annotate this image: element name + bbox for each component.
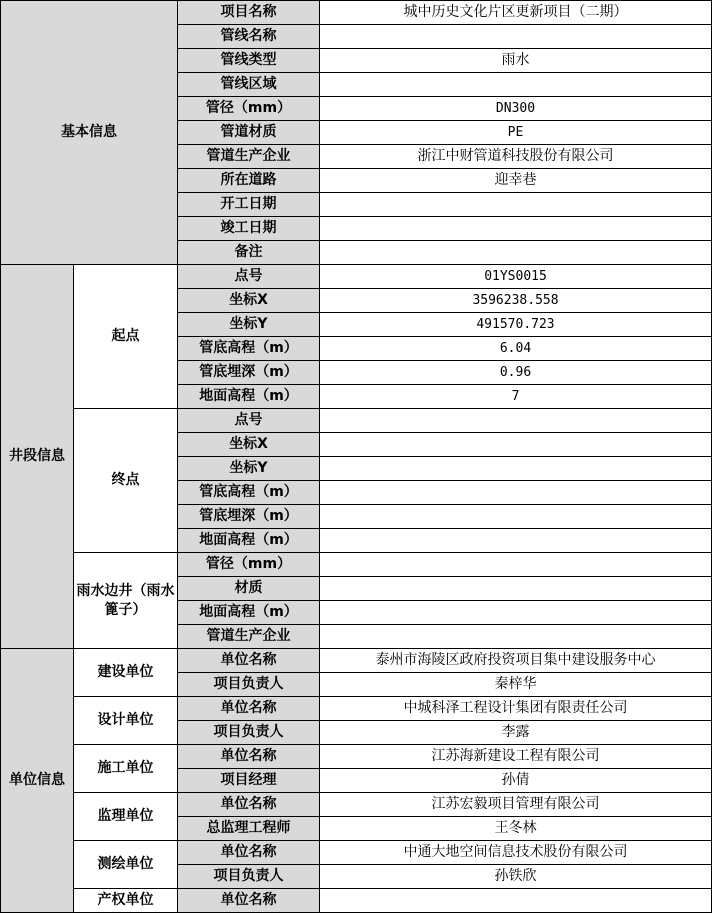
field-value-survey-name: 中通大地空间信息技术股份有限公司 bbox=[320, 841, 712, 865]
field-label-start-invert-depth: 管底埋深（m） bbox=[178, 361, 320, 385]
field-label-start-invert-elev: 管底高程（m） bbox=[178, 337, 320, 361]
field-value-pipe-material: PE bbox=[320, 121, 712, 145]
group-owner-unit: 产权单位 bbox=[74, 889, 178, 913]
table-row bbox=[1, 1, 712, 25]
table-row bbox=[1, 889, 712, 913]
field-label-remarks: 备注 bbox=[178, 241, 320, 265]
field-label-pipe-material: 管道材质 bbox=[178, 121, 320, 145]
field-label-survey-name: 单位名称 bbox=[178, 841, 320, 865]
field-label-end-y: 坐标Y bbox=[178, 457, 320, 481]
field-label-road: 所在道路 bbox=[178, 169, 320, 193]
field-label-construction-lead: 项目负责人 bbox=[178, 673, 320, 697]
table-row bbox=[1, 793, 712, 817]
table-row bbox=[1, 409, 712, 433]
field-value-chief-supervisor: 王冬林 bbox=[320, 817, 712, 841]
field-value-end-invert-elev bbox=[320, 481, 712, 505]
field-value-start-date bbox=[320, 193, 712, 217]
table-row bbox=[1, 697, 712, 721]
field-value-owner-name bbox=[320, 889, 712, 913]
table-row bbox=[1, 745, 712, 769]
field-value-end-y bbox=[320, 457, 712, 481]
field-label-supervision-name: 单位名称 bbox=[178, 793, 320, 817]
field-value-remarks bbox=[320, 241, 712, 265]
field-value-construction-name: 泰州市海陵区政府投资项目集中建设服务中心 bbox=[320, 649, 712, 673]
field-value-pipeline-type: 雨水 bbox=[320, 49, 712, 73]
field-label-end-ground-elev: 地面高程（m） bbox=[178, 529, 320, 553]
field-value-construction-lead: 秦梓华 bbox=[320, 673, 712, 697]
field-label-construction-name: 单位名称 bbox=[178, 649, 320, 673]
field-label-start-ground-elev: 地面高程（m） bbox=[178, 385, 320, 409]
field-value-end-invert-depth bbox=[320, 505, 712, 529]
field-label-builder-manager: 项目经理 bbox=[178, 769, 320, 793]
table-row bbox=[1, 553, 712, 577]
field-value-pipeline-area bbox=[320, 73, 712, 97]
field-value-pipe-diameter: DN300 bbox=[320, 97, 712, 121]
field-value-side-diameter bbox=[320, 553, 712, 577]
group-side-inlet: 雨水边井（雨水篦子） bbox=[74, 553, 178, 649]
field-label-start-y: 坐标Y bbox=[178, 313, 320, 337]
field-label-design-name: 单位名称 bbox=[178, 697, 320, 721]
section-unit-info: 单位信息 bbox=[1, 649, 74, 913]
table-row bbox=[1, 265, 712, 289]
field-value-builder-manager: 孙倩 bbox=[320, 769, 712, 793]
field-value-supervision-name: 江苏宏毅项目管理有限公司 bbox=[320, 793, 712, 817]
field-value-side-ground-elev bbox=[320, 601, 712, 625]
field-value-end-ground-elev bbox=[320, 529, 712, 553]
group-supervision-unit: 监理单位 bbox=[74, 793, 178, 841]
field-value-start-x: 3596238.558 bbox=[320, 289, 712, 313]
field-label-end-x: 坐标X bbox=[178, 433, 320, 457]
field-value-design-lead: 李露 bbox=[320, 721, 712, 745]
field-label-design-lead: 项目负责人 bbox=[178, 721, 320, 745]
field-label-pipeline-name: 管线名称 bbox=[178, 25, 320, 49]
field-label-completion-date: 竣工日期 bbox=[178, 217, 320, 241]
group-start-point: 起点 bbox=[74, 265, 178, 409]
field-label-pipeline-type: 管线类型 bbox=[178, 49, 320, 73]
field-value-start-point-id: 01YS0015 bbox=[320, 265, 712, 289]
field-value-pipeline-name bbox=[320, 25, 712, 49]
field-value-survey-lead: 孙铁欣 bbox=[320, 865, 712, 889]
field-value-end-point-id bbox=[320, 409, 712, 433]
field-value-start-invert-elev: 6.04 bbox=[320, 337, 712, 361]
field-label-side-diameter: 管径（mm） bbox=[178, 553, 320, 577]
field-value-start-y: 491570.723 bbox=[320, 313, 712, 337]
group-builder-unit: 施工单位 bbox=[74, 745, 178, 793]
field-label-side-ground-elev: 地面高程（m） bbox=[178, 601, 320, 625]
field-label-end-invert-elev: 管底高程（m） bbox=[178, 481, 320, 505]
field-label-end-invert-depth: 管底埋深（m） bbox=[178, 505, 320, 529]
field-label-chief-supervisor: 总监理工程师 bbox=[178, 817, 320, 841]
field-label-pipe-manufacturer: 管道生产企业 bbox=[178, 145, 320, 169]
field-label-owner-name: 单位名称 bbox=[178, 889, 320, 913]
field-value-project-name: 城中历史文化片区更新项目（二期） bbox=[320, 1, 712, 25]
field-label-pipeline-area: 管线区域 bbox=[178, 73, 320, 97]
field-label-pipe-diameter: 管径（mm） bbox=[178, 97, 320, 121]
field-value-start-invert-depth: 0.96 bbox=[320, 361, 712, 385]
field-value-completion-date bbox=[320, 217, 712, 241]
field-value-pipe-manufacturer: 浙江中财管道科技股份有限公司 bbox=[320, 145, 712, 169]
field-label-builder-name: 单位名称 bbox=[178, 745, 320, 769]
field-value-start-ground-elev: 7 bbox=[320, 385, 712, 409]
field-value-road: 迎幸巷 bbox=[320, 169, 712, 193]
group-end-point: 终点 bbox=[74, 409, 178, 553]
field-label-side-manufacturer: 管道生产企业 bbox=[178, 625, 320, 649]
field-value-end-x bbox=[320, 433, 712, 457]
group-design-unit: 设计单位 bbox=[74, 697, 178, 745]
field-label-end-point-id: 点号 bbox=[178, 409, 320, 433]
group-survey-unit: 测绘单位 bbox=[74, 841, 178, 889]
table-row bbox=[1, 841, 712, 865]
field-label-side-material: 材质 bbox=[178, 577, 320, 601]
field-label-start-date: 开工日期 bbox=[178, 193, 320, 217]
field-value-design-name: 中城科泽工程设计集团有限责任公司 bbox=[320, 697, 712, 721]
group-construction-unit: 建设单位 bbox=[74, 649, 178, 697]
field-value-side-material bbox=[320, 577, 712, 601]
section-well-info: 井段信息 bbox=[1, 265, 74, 649]
table-row bbox=[1, 649, 712, 673]
field-label-project-name: 项目名称 bbox=[178, 1, 320, 25]
field-label-survey-lead: 项目负责人 bbox=[178, 865, 320, 889]
field-value-side-manufacturer bbox=[320, 625, 712, 649]
field-label-start-x: 坐标X bbox=[178, 289, 320, 313]
field-value-builder-name: 江苏海新建设工程有限公司 bbox=[320, 745, 712, 769]
field-label-start-point-id: 点号 bbox=[178, 265, 320, 289]
section-basic-info: 基本信息 bbox=[1, 1, 178, 265]
